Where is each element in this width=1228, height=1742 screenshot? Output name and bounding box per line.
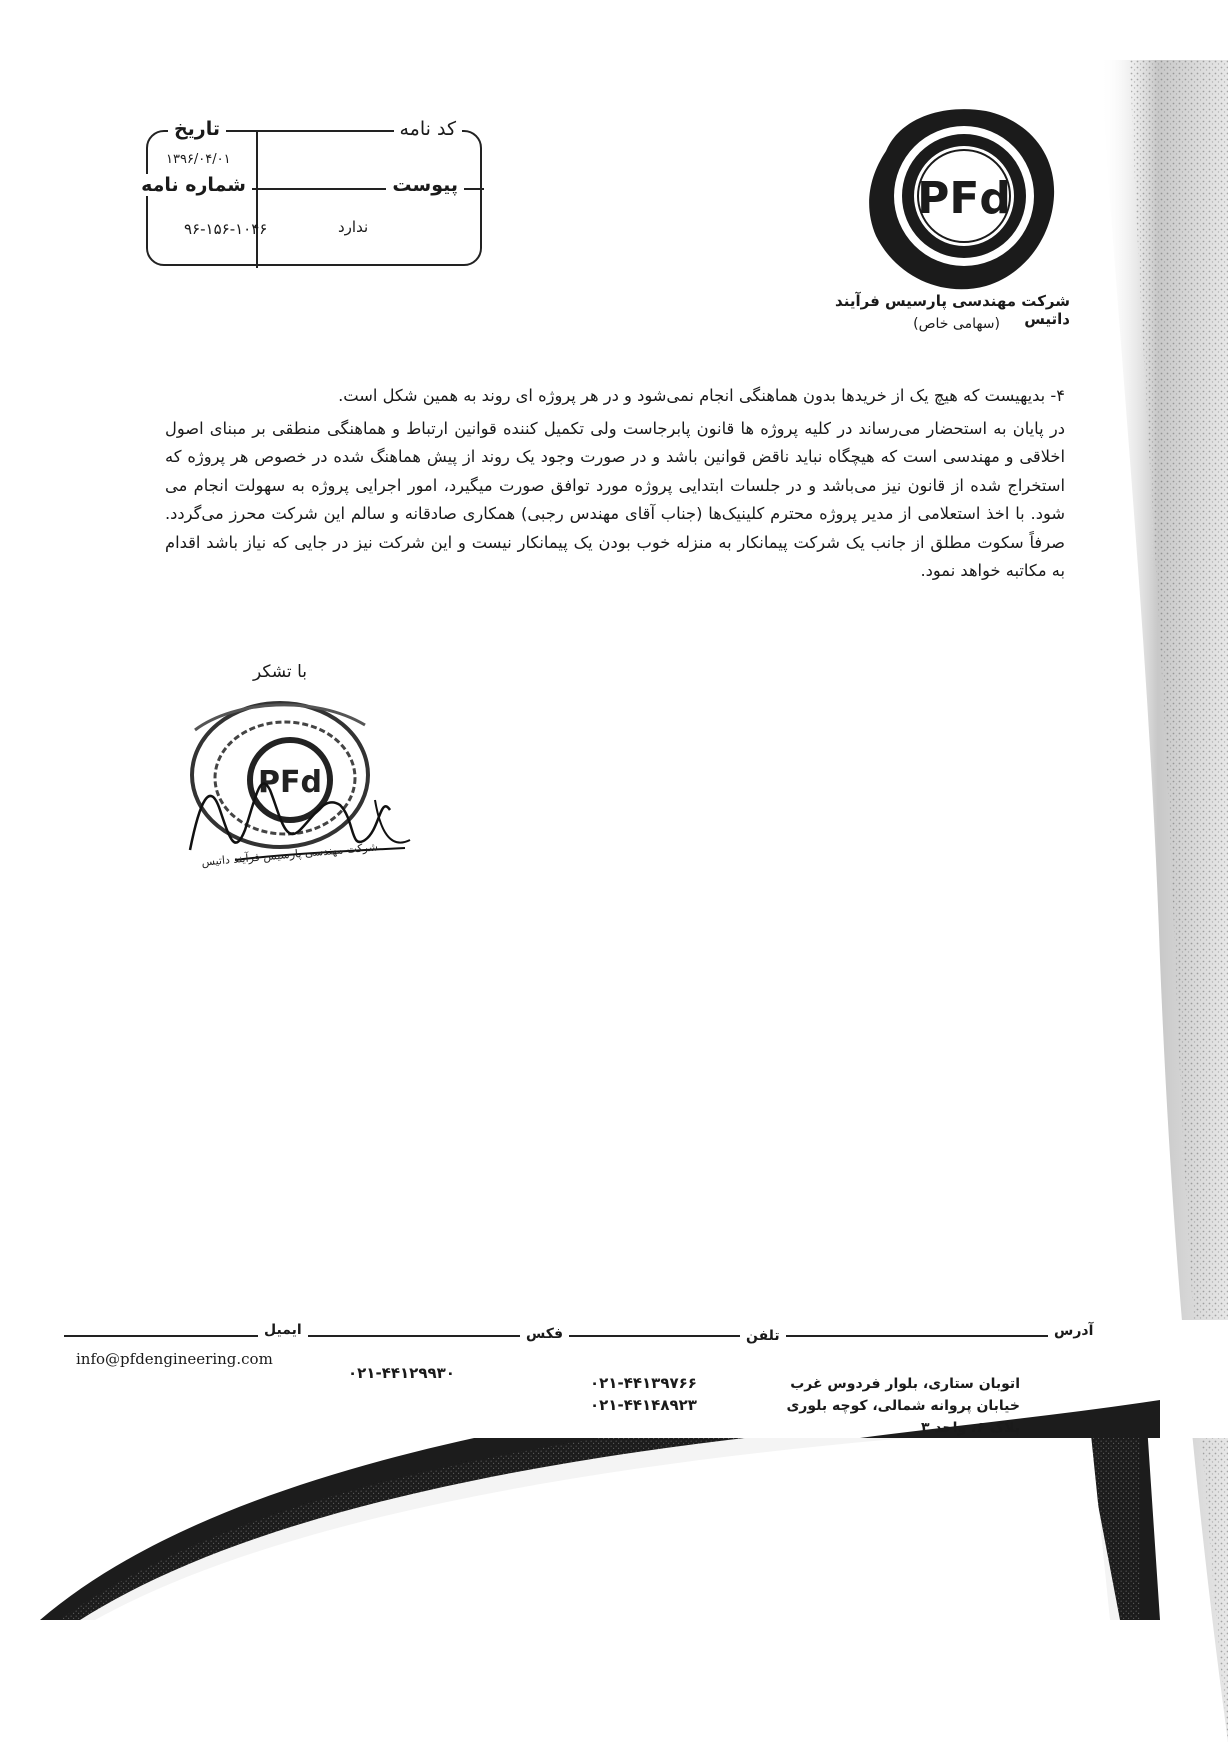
- footer-address-label: آدرس: [1048, 1323, 1099, 1339]
- attachment-label: پیوست: [386, 174, 464, 196]
- footer-fax-label: فکس: [520, 1326, 569, 1342]
- body-paragraph-2: در پایان به استحضار می‌رساند در کلیه پروژه ها قانون پابرجاست ولی تکمیل کننده قوانین ارتباط و هماهنگی منطقی بر مبنای اصول اخلاقی و مهندسی است که هیچگاه نباید ناقض قوانین باشد و در صورت وجود یک روند از پیش هماهنگ شده در خصوص هر پروژه که استخراج شده از قانون نیز می‌باشد و در جلسات ابتدایی پروژه مورد توافق صورت میگیرد، امور اجرایی پروژه به سهولت انجام می شود. با اخذ استعلامی از مدیر پروژه محترم کلینیک‌ها (جناب آقای مهندس رجبی) همکاری صادقانه و سالم این شرکت محرز می‌گردد. صرفاً سکوت مطلق از جانب یک شرکت پیمانکار به منزله خوب بودن یک پیمانکار نیست و این شرکت نیز در جایی که نیاز باشد اقدام به مکاتبه خواهد نمود.: [165, 418, 1065, 580]
- footer-address-line-2: خیابان پروانه شمالی، کوچه بلوری: [786, 1398, 1020, 1414]
- body-paragraph-1: ۴- بدیهیست که هیچ یک از خریدها بدون هماهنگی انجام نمی‌شود و در هر پروژه ای روند به همین شکل است.: [338, 386, 1065, 405]
- company-name: شرکت مهندسی پارسیس فرآیند داتیس: [835, 292, 1070, 328]
- number-label: شماره نامه: [135, 174, 252, 196]
- attachment-value: ندارد: [338, 218, 369, 236]
- footer-phone-2: ۰۲۱-۴۴۱۴۸۹۲۳: [590, 1396, 697, 1414]
- footer-email[interactable]: info@pfdengineering.com: [76, 1350, 273, 1368]
- footer-email-label: ایمیل: [258, 1322, 308, 1338]
- svg-text:PFd: PFd: [258, 765, 322, 800]
- company-logo: [846, 96, 1066, 292]
- footer-fax: ۰۲۱-۴۴۱۲۹۹۳۰: [348, 1364, 455, 1382]
- footer-address-line-1: اتوبان ستاری، بلوار فردوس غرب: [790, 1376, 1020, 1392]
- company-type: (سهامی خاص): [913, 316, 1000, 332]
- date-value: ۱۳۹۶/۰۴/۰۱: [166, 152, 231, 167]
- footer-phone-label: تلفن: [740, 1328, 786, 1344]
- logo-text: PFd: [917, 173, 1011, 224]
- stamp-text: شرکت مهندسی پارسیس فرآیند داتیس: [200, 840, 379, 869]
- date-label: تاریخ: [168, 118, 226, 140]
- letter-info-box: [141, 118, 482, 266]
- letter-body: [165, 382, 1065, 586]
- footer-phone-1: ۰۲۱-۴۴۱۳۹۷۶۶: [590, 1374, 697, 1392]
- number-value: ۹۶-۱۵۶-۱۰۴۶: [184, 220, 268, 238]
- closing-text: با تشکر: [253, 662, 307, 682]
- code-label: کد نامه: [394, 118, 463, 140]
- footer-address-line-3: پلاک ۶، واحد ۳: [921, 1420, 1020, 1436]
- company-stamp-and-signature: [175, 680, 435, 920]
